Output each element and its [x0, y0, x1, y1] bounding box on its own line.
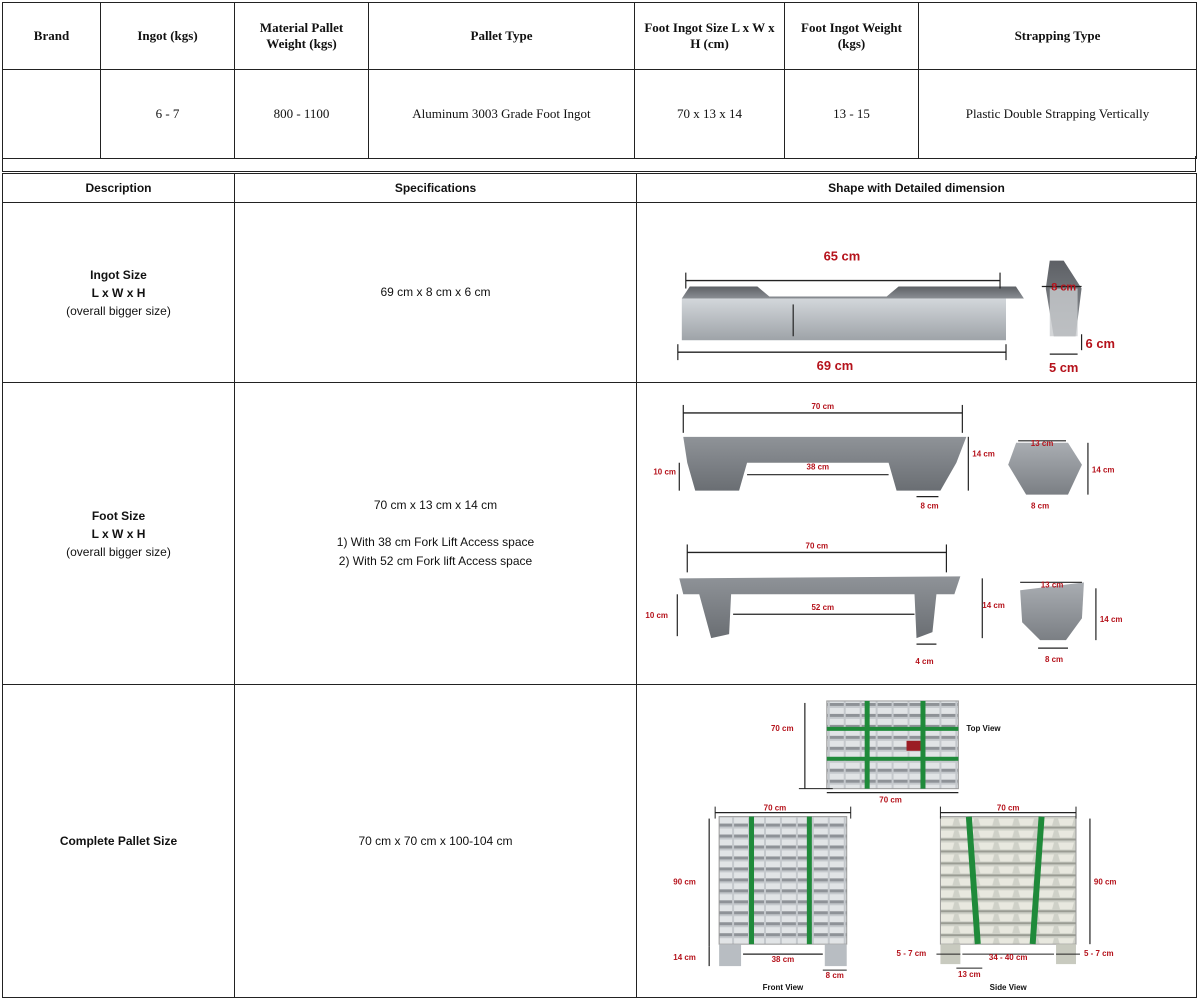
spec-value-cell: 6 - 7: [101, 70, 235, 159]
spec-header-cell: Foot Ingot Weight (kgs): [785, 3, 919, 70]
foot-a-leg-label: 10 cm: [653, 467, 676, 477]
detail-header-description: Description: [3, 174, 235, 203]
foot-a-foot-label: 8 cm: [920, 501, 939, 511]
foot-a-end-profile: [1008, 443, 1082, 495]
detail-header-specifications: Specifications: [235, 174, 637, 203]
ingot-size-description: [3, 203, 235, 383]
spec-line: 69 cm x 8 cm x 6 cm: [380, 285, 491, 299]
side-view-mid-label: 34 - 40 cm: [988, 953, 1028, 963]
top-view-bottom-label: 70 cm: [879, 795, 902, 805]
spec-value-cell: Plastic Double Strapping Vertically: [919, 70, 1197, 159]
pallet-drawing: [637, 685, 1196, 997]
spec-value-cell: [3, 70, 101, 159]
ingot-width-label: 8 cm: [1051, 281, 1077, 294]
ingot-base-label: 5 cm: [1048, 360, 1079, 376]
description-note: (overall bigger size): [66, 544, 171, 559]
side-view-height-label: 90 cm: [1093, 877, 1117, 887]
front-view-stack: [719, 817, 847, 945]
foot-b-end-top-label: 13 cm: [1040, 580, 1064, 590]
ingot-height-label: 6 cm: [1085, 336, 1115, 352]
detail-header-row: [3, 174, 1197, 203]
spec-header-cell: Strapping Type: [919, 3, 1197, 70]
front-view-leg-label: 14 cm: [673, 953, 696, 963]
side-view-width-label: 70 cm: [996, 803, 1020, 813]
spec-header-row: [3, 3, 1197, 70]
front-view-foot-label: 8 cm: [825, 971, 844, 981]
spec-header-cell: Brand: [3, 3, 101, 70]
spec-header-cell: Foot Ingot Size L x W x H (cm): [635, 3, 785, 70]
top-view-label: Top View: [966, 723, 1001, 733]
spec-header-cell: Material Pallet Weight (kgs): [235, 3, 369, 70]
spec-value-cell: 13 - 15: [785, 70, 919, 159]
top-view-side-label: 70 cm: [770, 723, 794, 733]
ingot-top-face: [682, 287, 1024, 299]
description-title: Ingot Size: [90, 267, 147, 282]
ingot-size-spec: [235, 203, 637, 383]
foot-a-length-label: 70 cm: [811, 401, 835, 411]
description-note: (overall bigger size): [66, 303, 171, 318]
front-view-label: Front View: [762, 983, 804, 993]
complete-pallet-figure: [637, 685, 1197, 998]
complete-pallet-row: [3, 685, 1197, 998]
ingot-side-face: [682, 298, 1006, 340]
spec-header-cell: Ingot (kgs): [101, 3, 235, 70]
spec-value-cell: 70 x 13 x 14: [635, 70, 785, 159]
description-title: Complete Pallet Size: [59, 834, 178, 848]
side-view-left-label: 5 - 7 cm: [896, 949, 927, 959]
description-dims: L x W x H: [91, 285, 146, 300]
foot-size-description: [3, 383, 235, 685]
foot-b-end-base-label: 8 cm: [1044, 655, 1064, 665]
spec-value-cell: Aluminum 3003 Grade Foot Ingot: [369, 70, 635, 159]
foot-size-row: [3, 383, 1197, 685]
detail-header-shape: Shape with Detailed dimension: [637, 174, 1197, 203]
spec-value-row: [3, 70, 1197, 159]
side-view-right-label: 5 - 7 cm: [1083, 949, 1114, 959]
front-view-height-label: 90 cm: [673, 877, 696, 887]
spec-line: 2) With 52 cm Fork lift Access space: [338, 554, 533, 568]
foot-b-leg-label: 10 cm: [645, 611, 669, 621]
side-view-stack: [940, 817, 1076, 945]
complete-pallet-description: [3, 685, 235, 998]
spec-table: [2, 2, 1197, 159]
spec-line: 70 cm x 70 cm x 100-104 cm: [358, 833, 513, 848]
front-view-gap-label: 38 cm: [771, 955, 795, 965]
foot-ingot-drawing: [637, 383, 1196, 684]
side-view-base-label: 13 cm: [958, 970, 981, 980]
foot-b-end-profile: [1020, 582, 1084, 640]
foot-a-end-top-label: 13 cm: [1030, 438, 1054, 448]
foot-a-gap-label: 38 cm: [806, 462, 830, 472]
spec-line: 70 cm x 13 cm x 14 cm: [373, 498, 498, 512]
ingot-size-figure: [637, 203, 1197, 383]
ingot-drawing: [637, 203, 1196, 382]
detail-table: [2, 173, 1197, 998]
spec-header-cell: Pallet Type: [369, 3, 635, 70]
foot-b-height-label: 14 cm: [982, 601, 1005, 611]
foot-b-end-height-label: 14 cm: [1099, 615, 1123, 625]
complete-pallet-spec: [235, 685, 637, 998]
description-title: Foot Size: [91, 508, 146, 523]
side-view-label: Side View: [989, 983, 1027, 993]
foot-b-gap-label: 52 cm: [811, 603, 835, 613]
top-view-stack: [827, 701, 959, 789]
spec-line: 1) With 38 cm Fork Lift Access space: [336, 535, 535, 549]
spec-value-cell: 800 - 1100: [235, 70, 369, 159]
foot-a-height-label: 14 cm: [972, 449, 995, 459]
foot-size-figure: [637, 383, 1197, 685]
ingot-size-row: [3, 203, 1197, 383]
foot-a-end-base-label: 8 cm: [1031, 501, 1050, 511]
foot-b-length-label: 70 cm: [805, 541, 829, 551]
foot-size-spec: [235, 383, 637, 685]
foot-b-foot-label: 4 cm: [915, 657, 934, 667]
foot-a-end-height-label: 14 cm: [1091, 465, 1115, 475]
ingot-top-length-label: 65 cm: [823, 248, 861, 264]
description-dims: L x W x H: [91, 526, 146, 541]
table-spacer: [2, 156, 1196, 172]
ingot-bottom-length-label: 69 cm: [816, 358, 854, 374]
front-view-width-label: 70 cm: [763, 803, 787, 813]
